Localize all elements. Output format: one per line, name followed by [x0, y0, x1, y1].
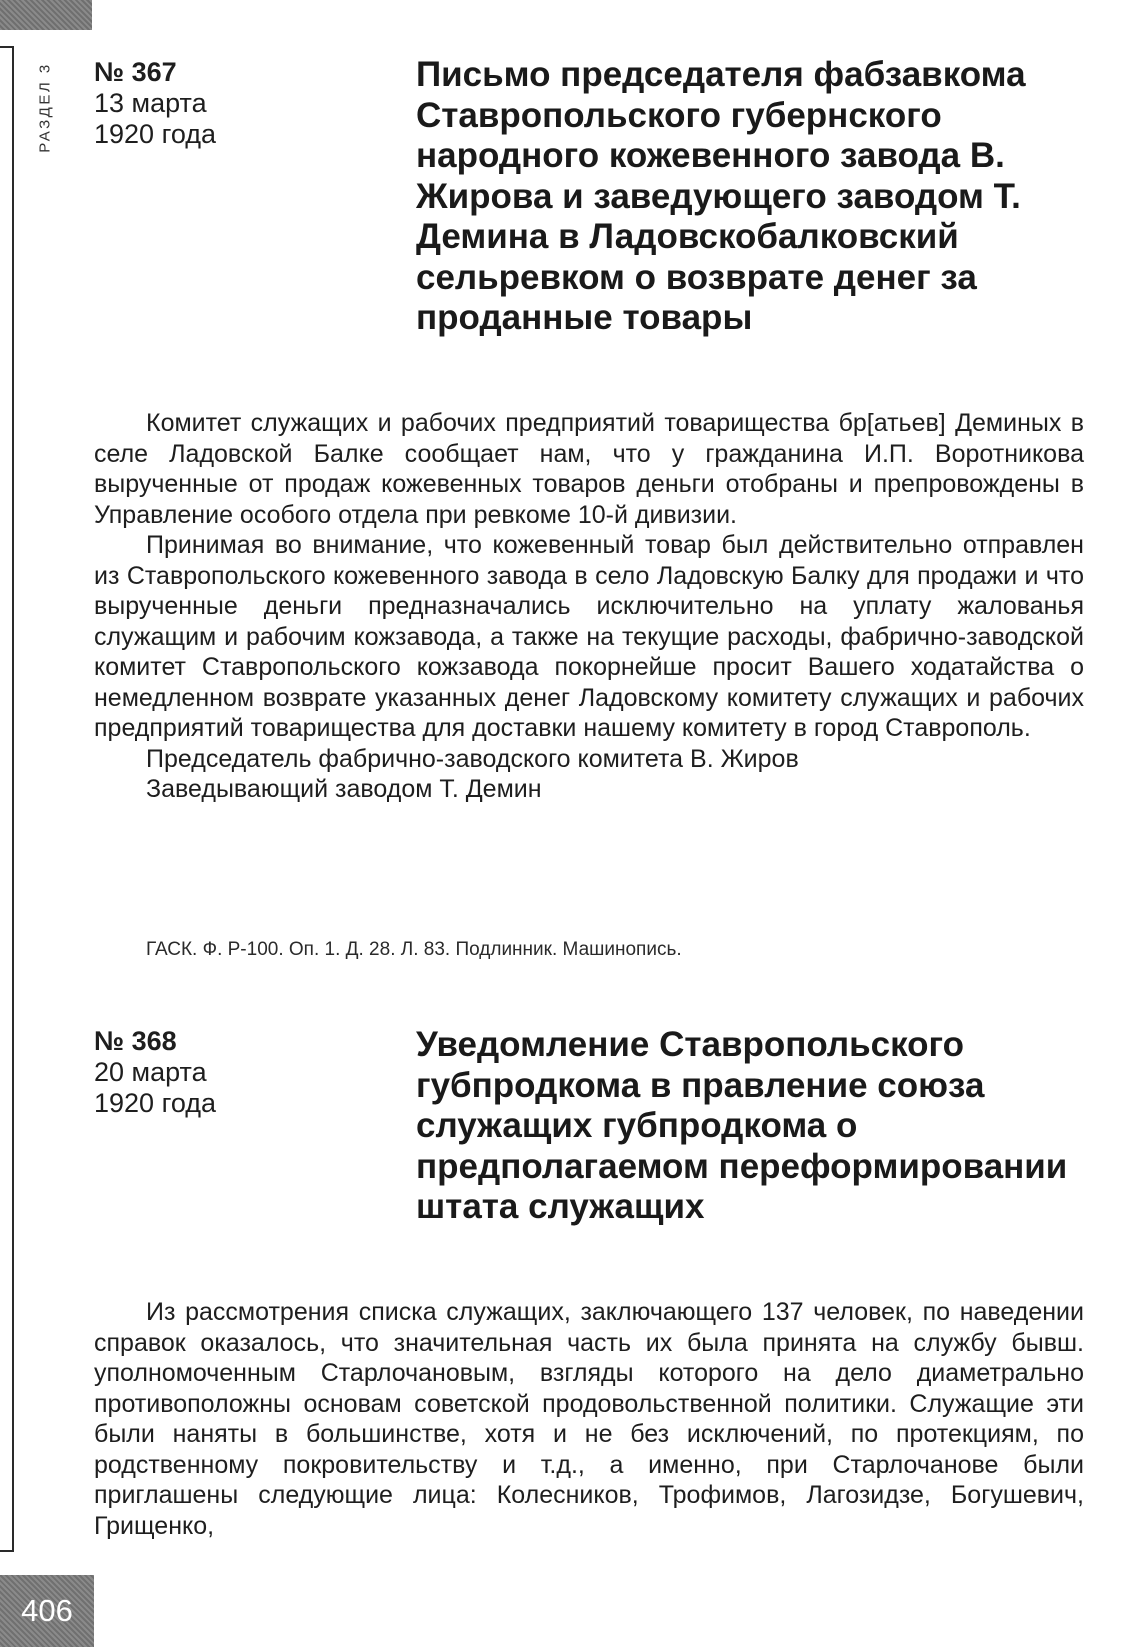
- top-corner-tab: [0, 0, 92, 30]
- doc-367-signature-manager: Заведывающий заводом Т. Демин: [146, 775, 542, 803]
- doc-368-body: [94, 1297, 1084, 1541]
- doc-367-number: № 367: [94, 57, 177, 87]
- doc-367-source-note: ГАСК. Ф. Р-100. Оп. 1. Д. 28. Л. 83. Подлинник. Машинопись.: [146, 939, 682, 960]
- page-number: 406: [21, 1593, 73, 1628]
- doc-368-paragraph-1: Из рассмотрения списка служащих, заключающего 137 человек, по наведении справок оказалось, что значительная часть их была принята на службу бывш. уполномоченным Старлочановым, взгляды которого на дело диаметрально противоположны основам советской продовольственной политики. Служащие эти были наняты в большинстве, хотя и не без исключений, по протекциям, по родственному покровительству и т.д., а именно, при Старлочанове были приглашены следующие лица: Колесников, Трофимов, Лагозидзе, Богушевич, Грищенко,: [94, 1298, 1084, 1540]
- side-margin-rule: [0, 46, 14, 1552]
- doc-368-date-year: 1920 года: [94, 1088, 217, 1118]
- doc-368-title: Уведомление Ставропольского губпродкома в правление союза служащих губпродкома о предполагаемом переформировании штата служащих: [416, 1025, 1068, 1226]
- doc-367-date-year: 1920 года: [94, 119, 217, 149]
- page-number-box: [0, 1575, 94, 1647]
- doc-367-paragraph-2: Принимая во внимание, что кожевенный товар был действительно отправлен из Ставропольского кожевенного завода в село Ладовскую Балку для продажи и что вырученные деньги предназначались исключительно на уплату жалованья служащим и рабочим кожзавода, а также на текущие расходы, фабрично-заводской комитет Ставропольского кожзавода покорнейше просит Вашего ходатайства о немедленном возврате указанных денег Ладовскому комитету служащих и рабочих предприятий товарищества для доставки нашему комитету в город Ставрополь.: [94, 531, 1084, 742]
- section-label: [30, 48, 60, 166]
- doc-367-date-day: 13 марта: [94, 88, 207, 118]
- doc-367-paragraph-1: Комитет служащих и рабочих предприятий товарищества бр[атьев] Деминых в селе Ладовской Балке сообщает нам, что у гражданина И.П. Воротникова вырученные от продаж кожевенных товаров деньги отобраны и препровождены в Управление особого отдела при ревкоме 10-й дивизии.: [94, 409, 1084, 529]
- doc-367-body: [94, 408, 1084, 805]
- doc-367-title: Письмо председателя фабзавкома Ставропольского губернского народного кожевенного завода В. Жирова и заведующего заводом Т. Демина в Ладовскобалковский сельревком о возврате денег за проданные товары: [416, 55, 1026, 337]
- doc-368-date-day: 20 марта: [94, 1057, 207, 1087]
- doc-367-signature-chairman: Председатель фабрично-заводского комитета В. Жиров: [146, 744, 799, 773]
- doc-368-number: № 368: [94, 1026, 177, 1056]
- section-label-text: РАЗДЕЛ 3: [36, 61, 54, 153]
